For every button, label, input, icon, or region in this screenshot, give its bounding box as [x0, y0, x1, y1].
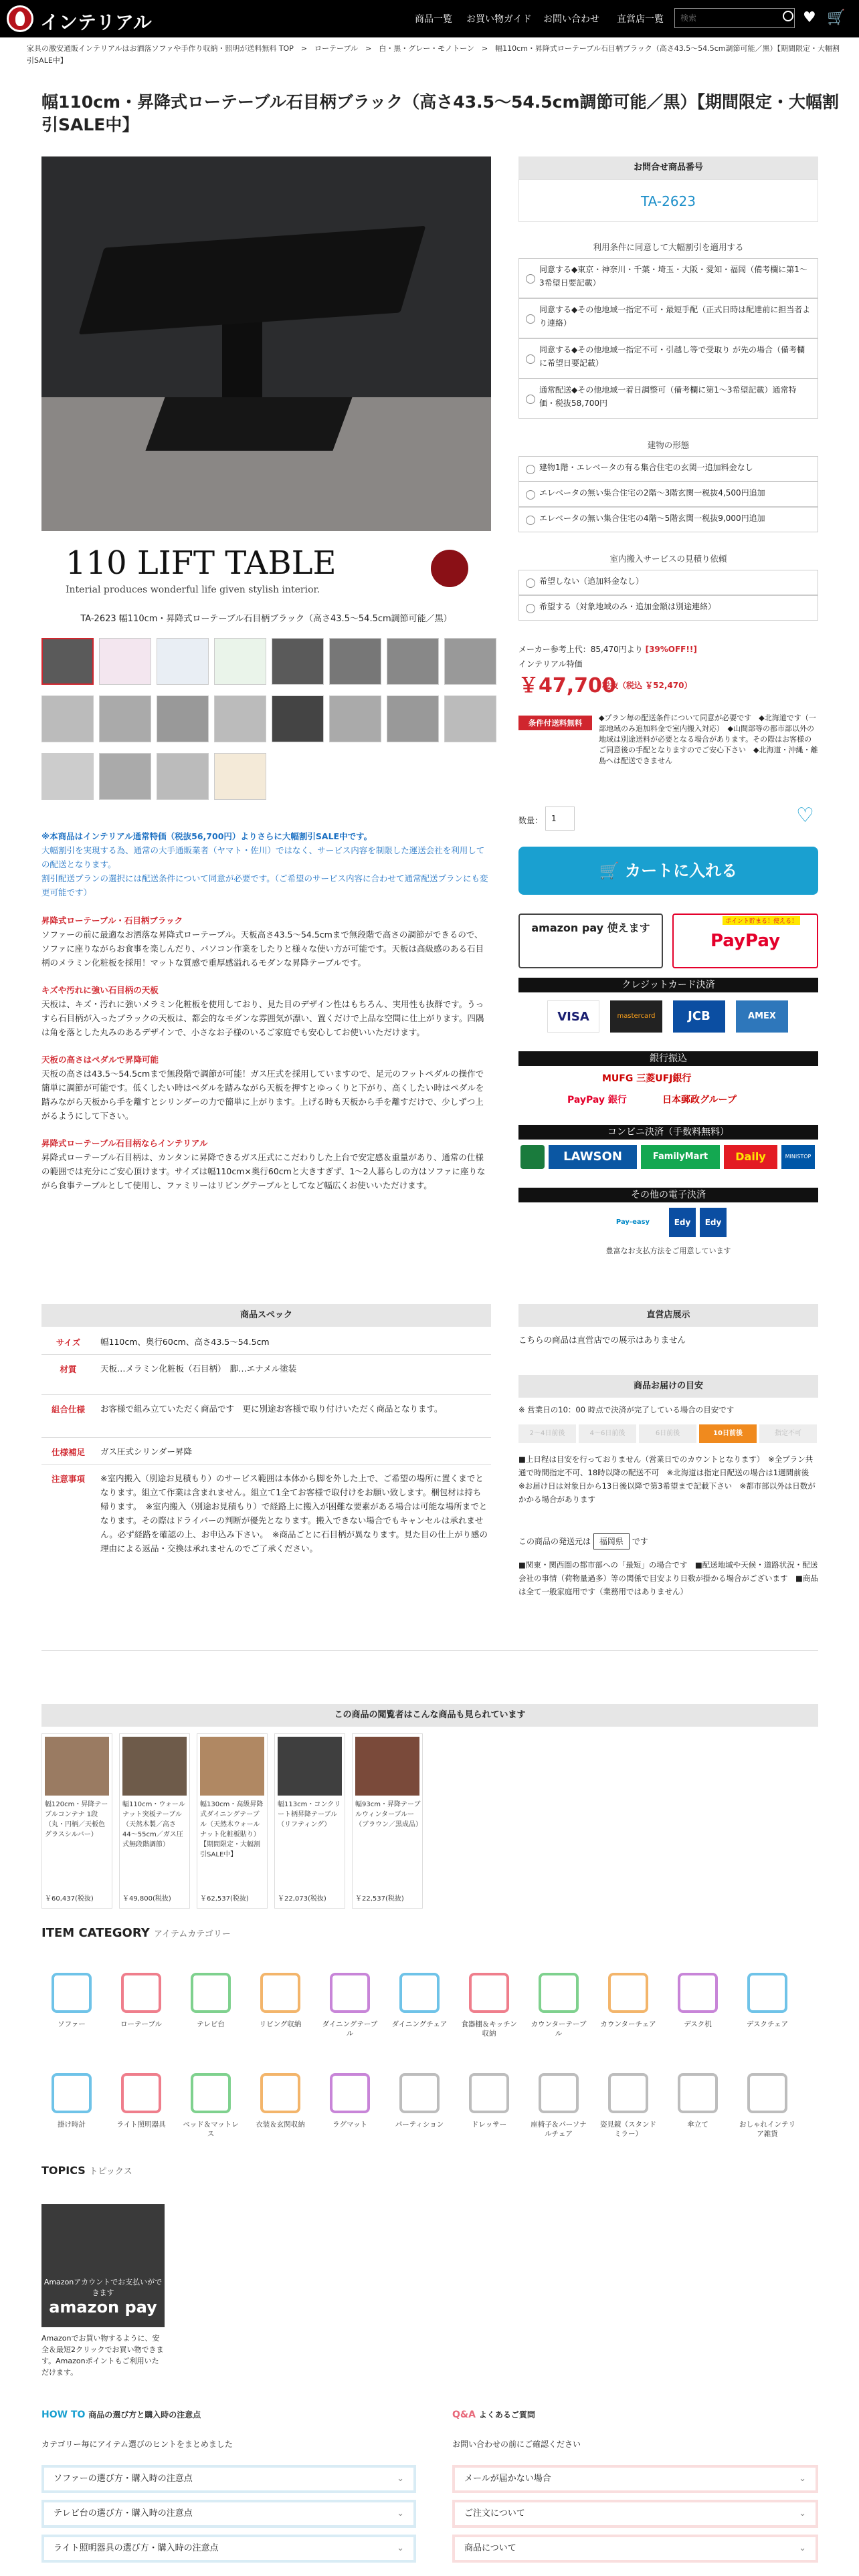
category-icon — [469, 1973, 509, 2013]
seven-eleven-icon — [520, 1145, 545, 1169]
category-icon — [260, 1973, 300, 2013]
chevron-down-icon: ⌄ — [799, 2474, 806, 2484]
thumbnail[interactable] — [329, 638, 381, 685]
credit-title: クレジットカード決済 — [518, 978, 818, 992]
nav-stores[interactable]: 直営店一覧 — [617, 14, 664, 25]
category-label: 掛け時計 — [58, 2121, 86, 2129]
thumbnail[interactable] — [41, 638, 94, 685]
ministop-icon: MINISTOP — [781, 1145, 815, 1169]
sale-notice-line3: 割引配送プランの選択には配送条件について同意が必要です。（ご希望のサービス内容に合わせて通常配送プランにも変更可能です） — [41, 873, 488, 897]
category-icon — [52, 1973, 92, 2013]
qa-heading — [452, 2409, 535, 2420]
topics-banner-text: Amazonアカウントでお支払いができます — [43, 2278, 163, 2297]
category-icon — [678, 2073, 718, 2113]
spec-title: 商品スペック — [41, 1304, 491, 1327]
spec-value: お客様で組み立ていただく商品です 更に別途お客様で取り付けいただく商品となります。 — [100, 1404, 443, 1414]
search-icon[interactable] — [783, 11, 793, 21]
category-label: 姿見鏡（スタンドミラー） — [600, 2121, 656, 2138]
breadcrumb[interactable]: 家具の激安通販インテリアルはお洒落ソファや手作り収納・照明が送料無料 TOP > ローテーブル > 白・黒・グレー・モノトーン > 幅110cm・昇降式ローテーブル石目柄ブラック（高さ43.5〜54.5cm調節可能／黒）【期間限定・大幅割引SALE中】 — [27, 44, 840, 65]
familymart-icon: FamilyMart — [641, 1145, 720, 1169]
daily-icon: Daily — [724, 1145, 777, 1169]
category-label: 座椅子＆パーソナルチェア — [531, 2121, 587, 2138]
related-product-image[interactable] — [200, 1737, 264, 1796]
conv-title: コンビニ決済（手数料無料） — [518, 1125, 818, 1140]
category-item[interactable] — [459, 1973, 519, 2038]
topics-title: TOPICS — [41, 2164, 86, 2177]
category-item[interactable] — [389, 1973, 450, 2029]
category-item[interactable] — [111, 2073, 171, 2129]
category-label: カウンターテーブル — [531, 2020, 587, 2038]
japan-post-icon: 日本郵政グループ — [662, 1095, 737, 1105]
item-code: TA-2623 — [518, 179, 818, 222]
howto-lead: カテゴリー毎にアイテム選びのヒントをまとめました — [41, 2440, 233, 2449]
qa-item-label: メールが届かない場合 — [464, 2474, 551, 2484]
thumbnail[interactable] — [41, 753, 94, 800]
banner-title: 110 LIFT TABLE — [66, 544, 337, 582]
category-item[interactable] — [598, 1973, 658, 2029]
related-product-card[interactable] — [41, 1733, 112, 1909]
category-item[interactable] — [320, 1973, 380, 2038]
category-item[interactable] — [668, 2073, 728, 2129]
category-label: ローテーブル — [120, 2020, 163, 2028]
category-item[interactable] — [41, 2073, 102, 2129]
paypay-bank-icon: PayPay 銀行 — [567, 1095, 627, 1105]
howto-item-label: ライト照明器具の選び方・購入時の注意点 — [54, 2543, 219, 2553]
maker-price: メーカー参考上代：85,470円より — [518, 645, 643, 654]
table-column-shape — [222, 317, 262, 411]
area-label: この商品の発送元は — [518, 1537, 591, 1546]
special-label: インテリアル特価 — [518, 659, 583, 669]
agree-option[interactable]: 同意する◆その他地域一指定不可・最短手配（正式日時は配達前に担当者より連絡） — [518, 298, 818, 338]
qa-item-label: 商品について — [464, 2543, 516, 2553]
category-item[interactable] — [250, 1973, 310, 2029]
payeasy-icon: Pay-easy — [615, 1218, 650, 1226]
agree-option[interactable]: 同意する◆東京・神奈川・千葉・埼玉・大阪・愛知・福岡（備考欄に第1〜3希望日要記載） — [518, 258, 818, 298]
amex-icon: AMEX — [736, 1000, 788, 1033]
topics-caption[interactable]: Amazonでお買い物するように、安全＆最短2クリックでお買い物できます。Amazonポイントもご利用いただけます。 — [41, 2334, 164, 2377]
page-title: 幅110cm・昇降式ローテーブル石目柄ブラック（高さ43.5〜54.5cm調節可能／黒）【期間限定・大幅割引SALE中】 — [41, 92, 840, 134]
category-icon — [539, 1973, 579, 2013]
spec-row — [41, 1467, 491, 1648]
category-item[interactable] — [181, 1973, 241, 2029]
qa-item[interactable] — [452, 2500, 818, 2528]
category-icon — [399, 1973, 440, 2013]
related-product-card[interactable] — [352, 1733, 423, 1909]
related-product-price: ￥49,800(税抜) — [122, 1895, 171, 1903]
howto-title: HOW TO — [41, 2409, 86, 2420]
table-base-shape — [145, 397, 352, 451]
thumbnail[interactable] — [214, 695, 266, 742]
heart-icon[interactable]: ♥ — [803, 9, 816, 26]
agree-option[interactable]: 同意する◆その他地域一指定不可・引越し等で受取り が先の場合（備考欄に希望日要記載） — [518, 338, 818, 379]
category-subtitle: アイテムカテゴリー — [154, 1929, 231, 1939]
quantity-input[interactable]: 1 — [545, 807, 575, 831]
thumbnail[interactable] — [99, 638, 151, 685]
related-product-price: ￥60,437(税抜) — [45, 1895, 94, 1903]
category-icon — [330, 2073, 370, 2113]
thumbnail[interactable] — [272, 638, 324, 685]
tabletop-shape — [79, 226, 426, 334]
qa-item[interactable] — [452, 2465, 818, 2493]
category-item[interactable] — [737, 2073, 797, 2139]
desc-heading: 昇降式ローテーブル石目柄ならインテリアル — [41, 1138, 208, 1148]
mufg-icon: MUFG 三菱UFJ銀行 — [602, 1073, 692, 1084]
visa-icon: VISA — [547, 1000, 599, 1033]
agree-title: 利用条件に同意して大幅割引を適用する — [593, 242, 744, 252]
area-suffix: です — [632, 1537, 648, 1546]
category-icon — [469, 2073, 509, 2113]
category-icon — [121, 2073, 161, 2113]
qa-item[interactable] — [452, 2535, 818, 2563]
category-label: ダイニングテーブル — [322, 2020, 378, 2038]
ship-bullets: ■上日程は目安を行っておりません（営業日でのカウントとなります） ※全プラン共通で時間指定不可、18時以降の配送不可 ※北海道は指定日配送の場合は1週間前後 ※お届け日は対象日から13日後以降で第3希望まで記載下さい ※都市部以外は日数がかかる場合があります — [518, 1455, 817, 1504]
howto-subtitle: 商品の選び方と購入時の注意点 — [88, 2410, 201, 2420]
chevron-down-icon: ⌄ — [397, 2474, 404, 2484]
edy-icon: Edy — [669, 1208, 696, 1237]
related-product-price: ￥22,537(税抜) — [355, 1895, 404, 1903]
category-icon — [747, 1973, 787, 2013]
ship-step: 6日前後 — [639, 1424, 696, 1443]
related-product-name[interactable]: 幅130cm・高級昇降式ダイニングテーブル（天然木ウォールナット化粧板貼り）【期間限定・大幅割引SALE中】 — [200, 1801, 264, 1858]
product-main-image[interactable] — [41, 156, 491, 606]
desc-body: 天板は、キズ・汚れに強いメラミン化粧板を使用しており、見た目のデザイン性はもちろん、実用性も抜群です。うっすら石目柄が入ったブラックの天板は、都会的なモダンな雰囲気が漂い、置くだけで上品な空間に仕上がります。四隅は角を落とした丸みのあるデザインで、小さなお子様のいるご家庭でも安心してお使いいただけます。 — [41, 999, 484, 1037]
category-label: デスクチェア — [746, 2020, 789, 2028]
howto-item[interactable] — [41, 2500, 416, 2528]
desc-body: 昇降式ローテーブル石目柄は、カンタンに昇降できるガス圧式にこだわりした上台で安定感＆重量があり、通常の仕様の範囲では充分にご安心頂けます。サイズは幅110cm×奥行60cmと大きすぎず、1〜2人暮らしの方はソファに座りながら食事テーブルとして使用し、ファミリーはリビングテーブルとしてなど幅広くお使いいただけます。 — [41, 1152, 486, 1190]
banner-subtitle: Interial produces wonderful life given stylish interior. — [66, 584, 320, 595]
spec-table — [41, 1304, 491, 1652]
qty-label: 数量： — [518, 816, 543, 825]
topics-banner-logo: amazon pay — [49, 2298, 157, 2317]
category-icon — [52, 2073, 92, 2113]
ship-step: 指定不可 — [759, 1424, 817, 1443]
spec-label: 注意事項 — [51, 1474, 85, 1484]
topics-amazon-banner[interactable] — [41, 2204, 165, 2327]
emoney-note: 豊富なお支払方法をご用意しています — [605, 1247, 731, 1255]
store-title: 直営店展示 — [518, 1304, 818, 1327]
category-item[interactable] — [529, 2073, 589, 2139]
carry-title: 室内搬入サービスの見積り依頼 — [609, 554, 727, 564]
desc-heading: キズや汚れに強い石目柄の天板 — [41, 985, 159, 995]
category-item[interactable] — [598, 2073, 658, 2139]
thumbnail[interactable] — [157, 638, 209, 685]
thumbnail[interactable] — [157, 753, 209, 800]
mastercard-icon: mastercard — [610, 1000, 662, 1033]
nav-products[interactable]: 商品一覧 — [415, 14, 452, 25]
add-to-cart-label: カートに入れる — [625, 861, 738, 880]
category-label: ドレッサー — [471, 2121, 507, 2129]
category-icon — [191, 2073, 231, 2113]
thumbnail[interactable] — [387, 695, 439, 742]
desc-body: 天板の高さは43.5〜54.5cmまで無段階で調節が可能！ガス圧式を採用していますので、足元のフットペダルの操作で簡単に調節が可能です。低くしたい時はペダルを踏みながら天板を押すとゆっくりと下がり、高くしたい時はペダルを踏みながら天板から手を離すとシリンダーの力で簡単に上がります。上げる時も天板から手を離すだけで、少しずつ上がるようにして下さい。 — [41, 1069, 484, 1121]
category-icon — [678, 1973, 718, 2013]
description-block — [41, 914, 491, 1192]
price-tax: 税抜（税込 ￥52,470） — [602, 681, 692, 690]
image-caption: TA-2623 幅110cm・昇降式ローテーブル石目柄ブラック（高さ43.5〜54.5cm調節可能／黒） — [80, 614, 452, 624]
spec-label: サイズ — [56, 1337, 81, 1348]
spec-value: ガス圧式シリンダー昇降 — [100, 1446, 193, 1457]
add-to-cart-button[interactable] — [518, 847, 818, 895]
topics-subtitle: トピックス — [89, 2167, 132, 2177]
paypay-note: ポイント貯まる！使える！ — [723, 916, 800, 925]
chevron-down-icon: ⌄ — [397, 2543, 404, 2553]
sale-notice-line1: ※本商品はインテリアル通常特価（税抜56,700円）よりさらに大幅割引SALE中です。 — [41, 831, 373, 841]
category-icon — [747, 2073, 787, 2113]
related-product-price: ￥22,073(税抜) — [278, 1895, 326, 1903]
bank-title: 銀行振込 — [518, 1051, 818, 1066]
category-grid — [41, 1973, 818, 2173]
area-value: 福岡県 — [593, 1533, 630, 1549]
category-icon — [399, 2073, 440, 2113]
related-product-card[interactable] — [197, 1733, 268, 1909]
category-item[interactable] — [181, 2073, 241, 2139]
thumbnail[interactable] — [214, 753, 266, 800]
related-product-name[interactable]: 幅120cm・昇降テーブルコンテナ 1段（丸・円柄／天板色グラスシルバー） — [45, 1801, 108, 1838]
thumbnail[interactable] — [272, 695, 324, 742]
chevron-down-icon: ⌄ — [799, 2508, 806, 2518]
topics-heading — [41, 2164, 132, 2177]
category-label: デスク机 — [684, 2020, 712, 2028]
paypay-label: PayPay — [710, 931, 781, 951]
category-heading — [41, 1926, 231, 1940]
off-badge: [39%OFF!!] — [645, 645, 697, 654]
related-product-image[interactable] — [355, 1737, 419, 1796]
lawson-icon: LAWSON — [549, 1145, 637, 1169]
related-product-image[interactable] — [278, 1737, 342, 1796]
category-item[interactable] — [459, 2073, 519, 2129]
banner-logo-icon — [431, 550, 468, 587]
category-label: 傘立て — [687, 2121, 708, 2129]
spec-value: ※室内搬入（別途お見積もり）のサービス範囲は本体から脚を外した上で、ご希望の場所に置くまでとなります。組立て作業は含まれません。組立て1全てお客様で取付けをお願い致します。梱包材は持ち帰ります。 ※室内搬入（別途お見積もり）で経路上に搬入が困難な要素がある場合は可能な場所までとなります。その際はドライバーの判断が優先となります。搬入できない場合でもキャンセルは承れません。必ず経路を確認の上、お申込み下さい。 ※商品ごとに石目柄が異なります。見た目の仕上がり感の理由による返品・交換は承れませんのでご了承ください。 — [100, 1473, 488, 1553]
brand-logo-icon[interactable] — [7, 5, 33, 32]
ship-step-active: 10日前後 — [699, 1424, 757, 1443]
thumbnail[interactable] — [387, 638, 439, 685]
category-icon — [330, 1973, 370, 2013]
store-text: こちらの商品は直営店での展示はありません — [518, 1335, 686, 1345]
howto-item[interactable] — [41, 2465, 416, 2493]
category-item[interactable] — [111, 1973, 171, 2029]
chevron-down-icon: ⌄ — [397, 2508, 404, 2518]
ship-text: ※ 営業日の10：00 時点で決済が完了している場合の目安です — [518, 1405, 735, 1414]
howto-heading — [41, 2409, 201, 2420]
edy-icon: Edy — [700, 1208, 727, 1237]
category-label: ダイニングチェア — [391, 2020, 448, 2028]
maker-price-row — [518, 643, 697, 655]
category-icon — [539, 2073, 579, 2113]
emoney-title: その他の電子決済 — [518, 1188, 818, 1202]
desc-heading: 天板の高さはペダルで昇降可能 — [41, 1055, 159, 1065]
amazon-pay-badge[interactable] — [518, 914, 663, 968]
thumbnail[interactable] — [99, 753, 151, 800]
free-shipping-badge: 条件付送料無料 — [518, 716, 592, 730]
area-notes: ■関東・関西圏の都市部への「最短」の場合です ■配送地域や天候・道路状況・配送会社の事情（荷物量過多）等の関係で目安より日数が掛かる場合がございます ■商品は全て一般家庭用です（業務用ではありません） — [518, 1560, 818, 1596]
amazon-pay-label: amazon pay 使えます — [531, 922, 650, 934]
desc-heading: 昇降式ローテーブル・石目柄ブラック — [41, 916, 183, 926]
related-title: この商品の閲覧者はこんな商品も見られています — [41, 1704, 818, 1727]
thumbnail[interactable] — [444, 695, 496, 742]
qa-title: Q&A — [452, 2409, 476, 2420]
building-title: 建物の形態 — [647, 440, 690, 450]
related-product-name[interactable]: 幅93cm・昇降テーブルウィンターブルー（ブラウン／黒成品） — [355, 1801, 422, 1828]
nav-contact[interactable]: お問い合わせ — [543, 14, 599, 25]
ship-title: 商品お届けの目安 — [518, 1375, 818, 1398]
category-item[interactable] — [737, 1973, 797, 2029]
spec-label: 組合仕様 — [51, 1404, 85, 1414]
related-product-card[interactable] — [274, 1733, 345, 1909]
category-label: 食器棚＆キッチン収納 — [461, 2020, 517, 2038]
category-icon — [121, 1973, 161, 2013]
category-icon — [260, 2073, 300, 2113]
category-label: ソファー — [58, 2020, 86, 2028]
shipping-notes: ◆プラン毎の配送条件について同意が必要です ◆北海道です（一部地域のみ追加料金で室内搬入対応） ◆山間部等の都市部以外の地域は別途送料が必要となる場合があります。その際はお客様のご同意後の手配となりますのでご安心下さい ◆北海道・沖縄・離島へは配送できません — [599, 714, 818, 765]
spec-value: 幅110cm、奥行60cm、高さ43.5〜54.5cm — [100, 1337, 270, 1347]
category-icon — [191, 1973, 231, 2013]
spec-row — [41, 1331, 491, 1355]
search-input[interactable] — [674, 8, 795, 28]
related-product-image[interactable] — [122, 1737, 187, 1796]
chevron-down-icon: ⌄ — [799, 2543, 806, 2553]
building-option[interactable]: エレベータの無い集合住宅の2階〜3階玄関一税抜4,500円追加 — [518, 481, 818, 507]
category-item[interactable] — [320, 2073, 380, 2129]
inquiry-label: お問合せ商品番号 — [518, 156, 818, 179]
ship-step: 4〜6日前後 — [579, 1424, 636, 1443]
thumbnail[interactable] — [41, 695, 94, 742]
cart-button-icon: 🛒 — [599, 861, 626, 880]
category-label: ベッド＆マットレス — [183, 2121, 239, 2138]
category-title: ITEM CATEGORY — [41, 1926, 150, 1940]
qa-lead: お問い合わせの前にご確認ください — [452, 2440, 581, 2449]
carry-option[interactable]: 希望する（対象地域のみ・追加金額は別途連絡） — [518, 595, 818, 621]
category-item[interactable] — [250, 2073, 310, 2129]
thumbnail[interactable] — [329, 695, 381, 742]
category-label: おしゃれインテリア雑貨 — [739, 2121, 795, 2138]
related-product-name[interactable]: 幅113cm・コンクリート柄昇降テーブル（リフティング） — [278, 1801, 341, 1828]
spec-row — [41, 1358, 491, 1395]
sale-notice-line2: 大幅割引を実現する為、通常の大手通販業者（ヤマト・佐川）ではなく、サービス内容を制限した運送会社を利用しての配送となります。 — [41, 845, 485, 869]
category-label: ライト照明器具 — [116, 2121, 166, 2129]
category-item[interactable] — [529, 1973, 589, 2038]
ship-steps — [518, 1424, 818, 1443]
howto-item-label: テレビ台の選び方・購入時の注意点 — [54, 2508, 193, 2518]
category-label: リビング収納 — [259, 2020, 302, 2028]
howto-item-label: ソファーの選び方・購入時の注意点 — [54, 2474, 193, 2484]
related-product-card[interactable] — [119, 1733, 190, 1909]
area-row — [518, 1535, 648, 1547]
thumbnail[interactable] — [444, 638, 496, 685]
building-option[interactable]: 建物1階・エレベータの有る集合住宅の玄関一追加料金なし — [518, 456, 818, 481]
building-option[interactable]: エレベータの無い集合住宅の4階〜5階玄関一税抜9,000円追加 — [518, 507, 818, 532]
category-icon — [608, 1973, 648, 2013]
ship-step: 2〜4日前後 — [518, 1424, 576, 1443]
thumbnail[interactable] — [99, 695, 151, 742]
category-label: 衣装＆玄関収納 — [256, 2121, 305, 2129]
category-icon — [608, 2073, 648, 2113]
qa-item-label: ご注文について — [464, 2508, 525, 2518]
category-item[interactable] — [668, 1973, 728, 2029]
divider — [41, 1650, 818, 1651]
thumbnail[interactable] — [214, 638, 266, 685]
jcb-icon: JCB — [673, 1000, 725, 1033]
spec-label: 仕様補足 — [51, 1447, 85, 1457]
favorite-heart-icon[interactable]: ♡ — [796, 804, 814, 827]
spec-label: 材質 — [60, 1364, 77, 1374]
thumbnail[interactable] — [157, 695, 209, 742]
thumbnail-grid — [41, 638, 491, 805]
category-label: テレビ台 — [197, 2020, 225, 2028]
nav-guide[interactable]: お買い物ガイド — [466, 14, 532, 25]
desc-body: ソファーの前に最適なお洒落な昇降式ローテーブル。天板高さ43.5〜54.5cmまで無段階で高さの調節ができるので、ソファに座りながらお食事を楽しんだり、パソコン作業をしたりと様々な使い方が可能です。天板は高級感のある石目柄のメラミン化粧板を採用！マットな質感で重厚感溢れるモダンな昇降テーブルです。 — [41, 930, 484, 968]
spec-row — [41, 1398, 491, 1438]
qa-subtitle: よくあるご質問 — [478, 2410, 535, 2420]
spec-row — [41, 1440, 491, 1465]
cart-icon[interactable]: 🛒 — [827, 9, 846, 26]
category-item[interactable] — [389, 2073, 450, 2129]
related-product-image[interactable] — [45, 1737, 109, 1796]
category-item[interactable] — [41, 1973, 102, 2029]
carry-option[interactable]: 希望しない（追加料金なし） — [518, 570, 818, 595]
agree-option[interactable]: 通常配送◆その他地域一着日調整可（備考欄に第1〜3希望記載）通常特価・税抜58,700円 — [518, 379, 818, 419]
spec-value: 天板…メラミン化粧板（石目柄） 脚…エナメル塗装 — [100, 1364, 297, 1374]
related-product-price: ￥62,537(税抜) — [200, 1895, 249, 1903]
howto-item[interactable] — [41, 2535, 416, 2563]
category-label: パーティション — [395, 2121, 444, 2129]
related-product-name[interactable]: 幅110cm・ウォールナット突板テーブル（天然木製／高さ44〜55cm／ガス圧式無段階調節） — [122, 1801, 185, 1848]
price: ￥47,700 — [518, 674, 616, 697]
sale-notice — [41, 829, 491, 899]
category-label: ラグマット — [332, 2121, 368, 2129]
category-label: カウンターチェア — [600, 2020, 656, 2028]
brand-name[interactable]: インテリアル — [40, 11, 152, 33]
